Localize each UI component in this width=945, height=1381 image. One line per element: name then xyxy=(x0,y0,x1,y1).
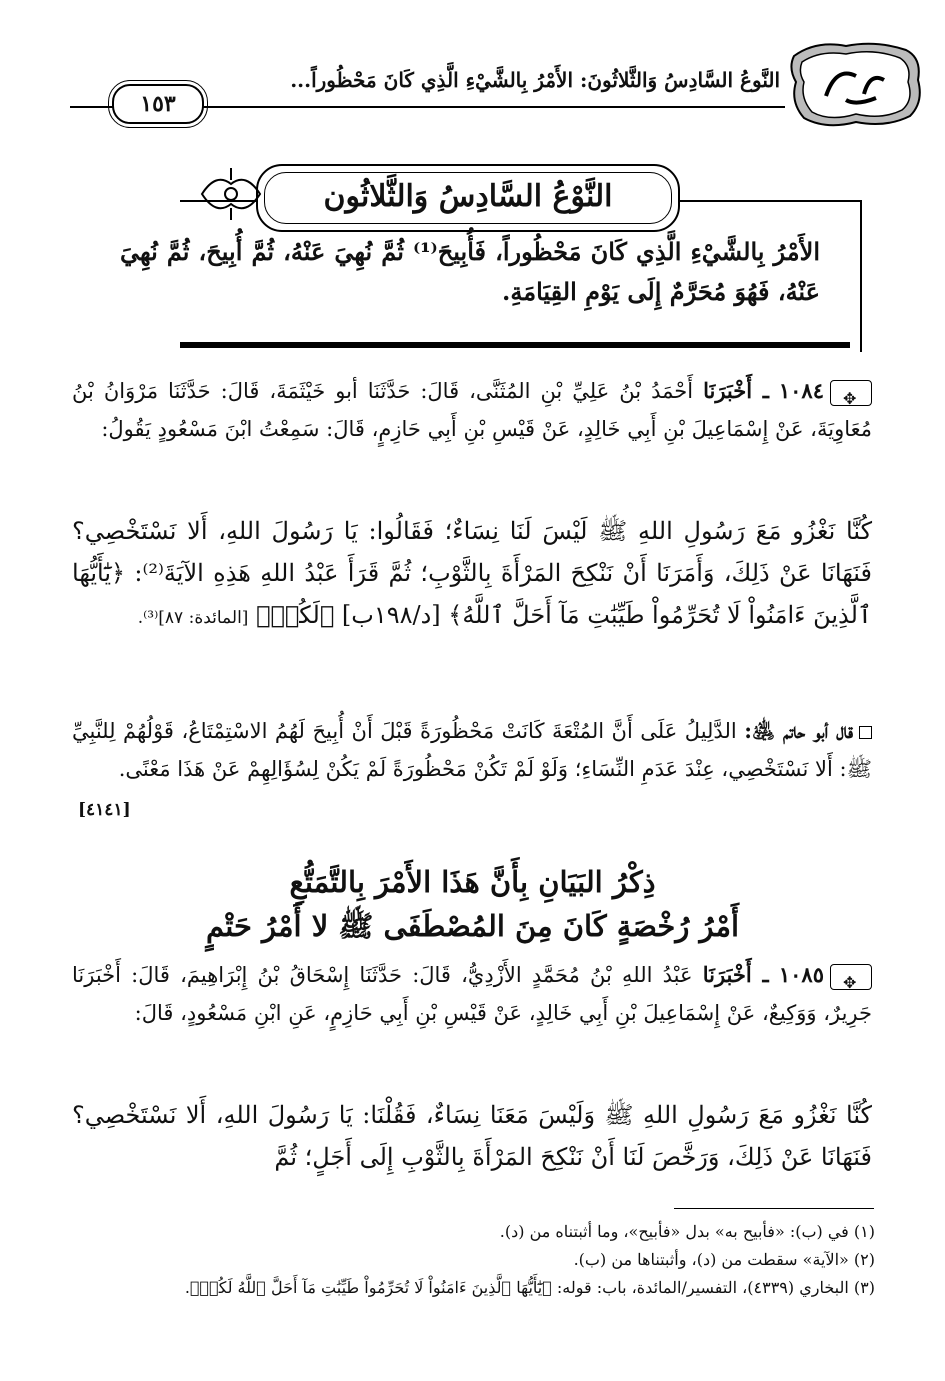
akhbarana-label: ـ أَخْبَرَنَا xyxy=(703,378,769,403)
hadith-1085-matn xyxy=(72,1094,872,1178)
footnote-rule xyxy=(674,1208,874,1209)
comment-reference: [٤١٤١] xyxy=(78,800,131,820)
matn-text: كُنَّا نَغْزُو مَعَ رَسُولِ اللهِ ﷺ وَلَيْسَ مَعَنَا نِسَاءٌ، فَقُلْنَا: يَا رَسُولَ اللهِ، أَلا نَسْتَخْصِي؟ فَنَهَانَا عَنْ ذَلِكَ، وَرَخَّصَ لَنَا أَنْ نَنْكِحَ المَرْأَةَ بِالثَّوْبِ إِلَى أَجَلٍ؛ ثُمَّ xyxy=(72,1101,872,1171)
section-heading xyxy=(100,860,845,948)
isnad-text: عَبْدُ اللهِ بْنُ مُحَمَّدٍ الأَزْدِيُّ، قَالَ: حَدَّثَنَا إِسْحَاقُ بْنُ إِبْرَاهِيمَ، قَالَ: أَخْبَرَنَا جَرِيرٌ، وَوَكِيعٌ، عَنْ إِسْمَاعِيلَ بْنِ أَبِي خَالِدٍ، عَنْ قَيْسِ بْنِ أَبِي حَازِمٍ، عَنِ ابْنِ مَسْعُودٍ، قَالَ: xyxy=(72,963,872,1025)
isnad-text: أَحْمَدُ بْنُ عَلِيِّ بْنِ المُثَنَّى، قَالَ: حَدَّثَنَا أبو خَيْثَمَةَ، قَالَ: حَدَّثَنَا مَرْوَانُ بْنُ مُعَاوِيَةَ، عَنْ إِسْمَاعِيلَ بْنِ أَبِي خَالِدٍ، عَنْ قَيْسِ بْنِ أَبِي حَازِمٍ، قَالَ: سَمِعْتُ ابْنَ مَسْعُودٍ يَقُولُ: xyxy=(72,379,872,441)
hadith-number: ١٠٨٥ xyxy=(778,962,824,987)
running-title: النَّوعُ السَّادِسُ وَالثَّلاثُونَ: الأَمْرُ بِالشَّيْءِ الَّذِي كَانَ مَحْظُوراً... xyxy=(290,68,780,92)
section-heading-line2: أَمْرُ رُخْصَةٍ كَانَ مِنَ المُصْطَفَى ﷺ لا أَمْرُ حَتْمٍ xyxy=(205,909,740,943)
footnote-2: (٢) «الآية» سقطت من (د)، وأثبتناها من (ب). xyxy=(573,1250,875,1269)
chapter-title: النَّوْعُ السَّادِسُ وَالثَّلاثُون xyxy=(256,164,680,232)
abu-hatim-comment xyxy=(72,712,872,788)
isnad-marker-icon xyxy=(830,964,872,990)
comment-text: الدَّلِيلُ عَلَى أَنَّ المُتْعَةَ كَانَتْ مَحْظُورَةً قَبْلَ أَنْ أُبِيحَ لَهُمُ الاسْتِمْتَاعُ، قَوْلُهُمْ لِلنَّبِيِّ ﷺ: أَلا نَسْتَخْصِي، عِنْدَ عَدَمِ النِّسَاءِ؛ وَلَوْ لَمْ تَكُنْ مَحْظُورَةً لَمْ يَكُنْ لِسُؤَالِهِمْ عَنْ هَذَا مَعْنًى. xyxy=(72,719,872,781)
footnotes xyxy=(80,1218,875,1302)
header-ornament xyxy=(786,36,926,132)
chapter-rule xyxy=(180,342,850,348)
hadith-1084-isnad xyxy=(72,372,872,448)
footnote-3: (٣) البخاري (٤٣٣٩)، التفسير/المائدة، باب: قوله: ﴿يَٰٓأَيُّهَا ٱلَّذِينَ ءَامَنُواْ لَا تُحَرِّمُواْ طَيِّبَٰتِ مَآ أَحَلَّ ٱللَّهُ لَكُمۡ﴾. xyxy=(184,1278,875,1297)
quran-reference: [المائدة: ٨٧]⁽³⁾. xyxy=(137,608,249,628)
comment-speaker: قال أبو حاتم ﵁: xyxy=(744,718,853,743)
section-heading-line1: ذِكْرُ البَيَانِ بِأَنَّ هَذَا الأَمْرَ بِالتَّمَتُّعِ xyxy=(289,865,656,899)
isnad-marker-icon xyxy=(830,380,872,406)
page-number: ١٥٣ xyxy=(112,84,204,124)
hadith-number: ١٠٨٤ xyxy=(778,378,824,403)
chapter-ornament xyxy=(196,162,266,226)
matn-text: كُنَّا نَغْزُو مَعَ رَسُولِ اللهِ ﷺ لَيْسَ لَنَا نِسَاءٌ؛ فَقَالُوا: يَا رَسُولَ اللهِ، أَلا نَسْتَخْصِي؟ فَنَهَانَا عَنْ ذَلِكَ، وَأَمَرَنَا أَنْ نَنْكِحَ المَرْأَةَ بِالثَّوْبِ؛ ثُمَّ قَرَأَ عَبْدُ اللهِ هَذِهِ الآيَةَ⁽²⁾: ﴿يَٰٓأَيُّهَا ٱلَّذِينَ ءَامَنُواْ لَا تُحَرِّمُواْ طَيِّبَٰتِ مَآ أَحَلَّ ٱللَّهُ﴾ [د/١٩٨ب] ﴿لَكُمۡ﴾ xyxy=(72,517,872,629)
akhbarana-label: ـ أَخْبَرَنَا xyxy=(702,962,769,987)
chapter-description: الأَمْرُ بِالشَّيْءِ الَّذِي كَانَ مَحْظُوراً، فَأُبِيحَ⁽¹⁾ ثُمَّ نُهِيَ عَنْهُ، ثُمَّ أُبِيحَ، ثُمَّ نُهِيَ عَنْهُ، فَهُوَ مُحَرَّمٌ إِلَى يَوْمِ القِيَامَةِ. xyxy=(120,237,821,306)
square-bullet-icon xyxy=(859,726,872,739)
hadith-1084-matn xyxy=(72,510,872,639)
hadith-1085-isnad xyxy=(72,956,872,1032)
footnote-1: (١) في (ب): «فأبيح به» بدل «فأبيح»، وما أثبتناه من (د). xyxy=(499,1222,875,1241)
